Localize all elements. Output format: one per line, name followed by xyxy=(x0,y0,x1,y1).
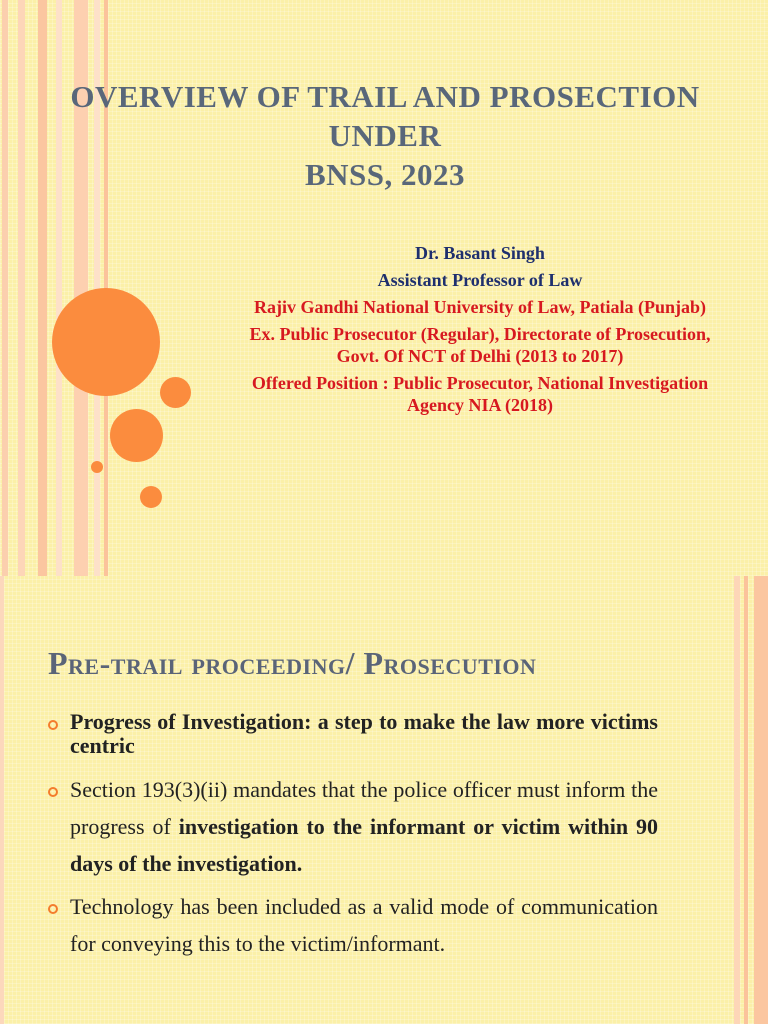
bullet-icon xyxy=(48,787,58,797)
author-former-role: Ex. Public Prosecutor (Regular), Directorate of Prosecution, Govt. Of NCT of Delhi (2013 to 2017) xyxy=(249,324,711,366)
bullet-list xyxy=(48,710,658,962)
bullet-item xyxy=(48,888,658,962)
content-slide xyxy=(0,576,768,1024)
decorative-circle xyxy=(160,377,191,408)
decorative-stripe xyxy=(2,0,8,576)
decorative-circle xyxy=(52,288,160,396)
title-line: UNDER xyxy=(328,117,442,153)
bullet-item xyxy=(48,710,658,758)
bullet-text: Progress of Investigation: a step to make the law more victims centric xyxy=(70,709,658,758)
bullet-item xyxy=(48,771,658,882)
author-name: Dr. Basant Singh xyxy=(415,243,545,263)
title-line: BNSS, 2023 xyxy=(304,156,466,192)
author-offered-position: Offered Position : Public Prosecutor, National Investigation Agency NIA (2018) xyxy=(251,373,709,415)
decorative-circle xyxy=(91,461,103,473)
decorative-stripe xyxy=(0,576,4,1024)
decorative-stripe xyxy=(754,576,768,1024)
author-block xyxy=(226,242,734,421)
slide-heading: Pre-trail proceeding/ Prosecution xyxy=(48,644,537,681)
bullet-icon xyxy=(48,720,58,730)
bullet-icon xyxy=(48,904,58,914)
bullet-text: Section 193(3)(ii) mandates that the police officer must inform the progress of xyxy=(70,777,658,839)
author-affiliation: Rajiv Gandhi National University of Law, Patiala (Punjab) xyxy=(253,297,707,317)
bullet-text: Technology has been included as a valid mode of communication for conveying this to the victim/informant. xyxy=(70,894,658,956)
decorative-circle xyxy=(140,486,162,508)
bullet-text-emphasis: investigation to the informant or victim within 90 days of the investigation. xyxy=(70,814,658,876)
author-designation: Assistant Professor of Law xyxy=(377,270,583,290)
decorative-circle xyxy=(110,409,163,462)
title-line: OVERVIEW OF TRAIL AND PROSECTION xyxy=(70,78,700,114)
slide-title xyxy=(20,77,750,194)
